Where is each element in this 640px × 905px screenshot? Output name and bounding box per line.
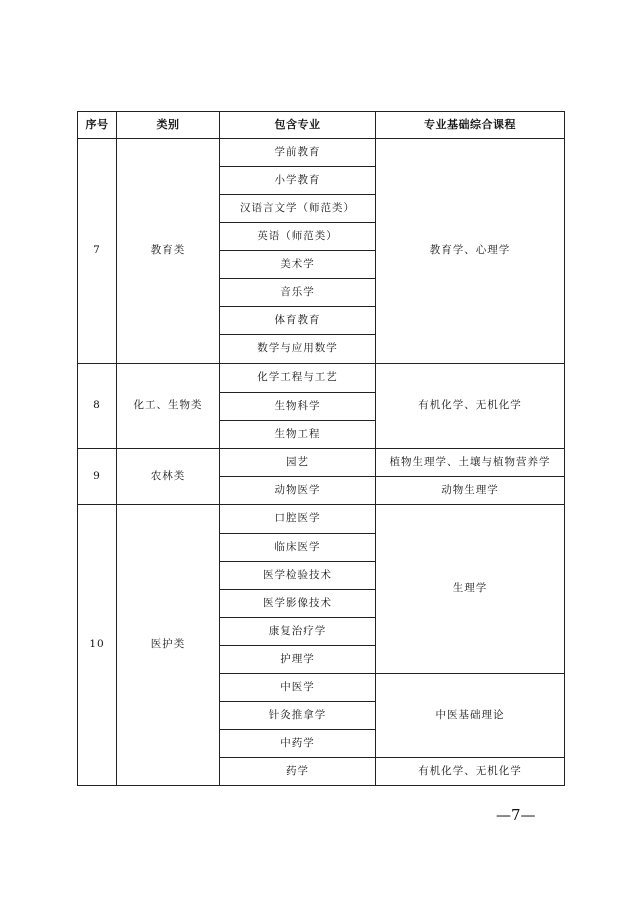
major-cell: 小学教育 xyxy=(220,167,376,195)
major-cell: 药学 xyxy=(220,758,376,786)
group-index: 8 xyxy=(78,364,117,449)
course-cell: 中医基础理论 xyxy=(376,674,565,758)
major-cell: 音乐学 xyxy=(220,279,376,307)
major-cell: 数学与应用数学 xyxy=(220,335,376,364)
major-cell: 临床医学 xyxy=(220,534,376,562)
major-cell: 医学影像技术 xyxy=(220,590,376,618)
major-cell: 针灸推拿学 xyxy=(220,702,376,730)
group-category: 教育类 xyxy=(117,139,220,364)
group-category: 医护类 xyxy=(117,505,220,786)
major-cell: 汉语言文学（师范类） xyxy=(220,195,376,223)
course-cell: 有机化学、无机化学 xyxy=(376,364,565,449)
header-row xyxy=(78,112,565,139)
table-row xyxy=(78,505,565,534)
major-cell: 美术学 xyxy=(220,251,376,279)
major-cell: 园艺 xyxy=(220,449,376,477)
major-cell: 化学工程与工艺 xyxy=(220,364,376,393)
major-cell: 护理学 xyxy=(220,646,376,674)
major-cell: 中药学 xyxy=(220,730,376,758)
course-cell: 动物生理学 xyxy=(376,477,565,505)
major-cell: 中医学 xyxy=(220,674,376,702)
group-index: 10 xyxy=(78,505,117,786)
major-cell: 动物医学 xyxy=(220,477,376,505)
table-row xyxy=(78,449,565,477)
table-row xyxy=(78,364,565,393)
major-cell: 英语（师范类） xyxy=(220,223,376,251)
course-cell: 教育学、心理学 xyxy=(376,139,565,364)
group-index: 7 xyxy=(78,139,117,364)
course-cell: 有机化学、无机化学 xyxy=(376,758,565,786)
table-row xyxy=(78,139,565,167)
course-cell: 生理学 xyxy=(376,505,565,674)
major-cell: 学前教育 xyxy=(220,139,376,167)
group-category: 化工、生物类 xyxy=(117,364,220,449)
major-cell: 生物科学 xyxy=(220,393,376,421)
group-category: 农林类 xyxy=(117,449,220,505)
major-cell: 医学检验技术 xyxy=(220,562,376,590)
course-cell: 植物生理学、土壤与植物营养学 xyxy=(376,449,565,477)
major-cell: 康复治疗学 xyxy=(220,618,376,646)
header-majors: 包含专业 xyxy=(220,112,376,139)
majors-course-table xyxy=(77,111,565,786)
header-category: 类别 xyxy=(117,112,220,139)
header-index: 序号 xyxy=(78,112,117,139)
major-cell: 生物工程 xyxy=(220,421,376,449)
page-number: —7— xyxy=(496,806,536,824)
header-courses: 专业基础综合课程 xyxy=(376,112,565,139)
group-index: 9 xyxy=(78,449,117,505)
major-cell: 体育教育 xyxy=(220,307,376,335)
major-cell: 口腔医学 xyxy=(220,505,376,534)
